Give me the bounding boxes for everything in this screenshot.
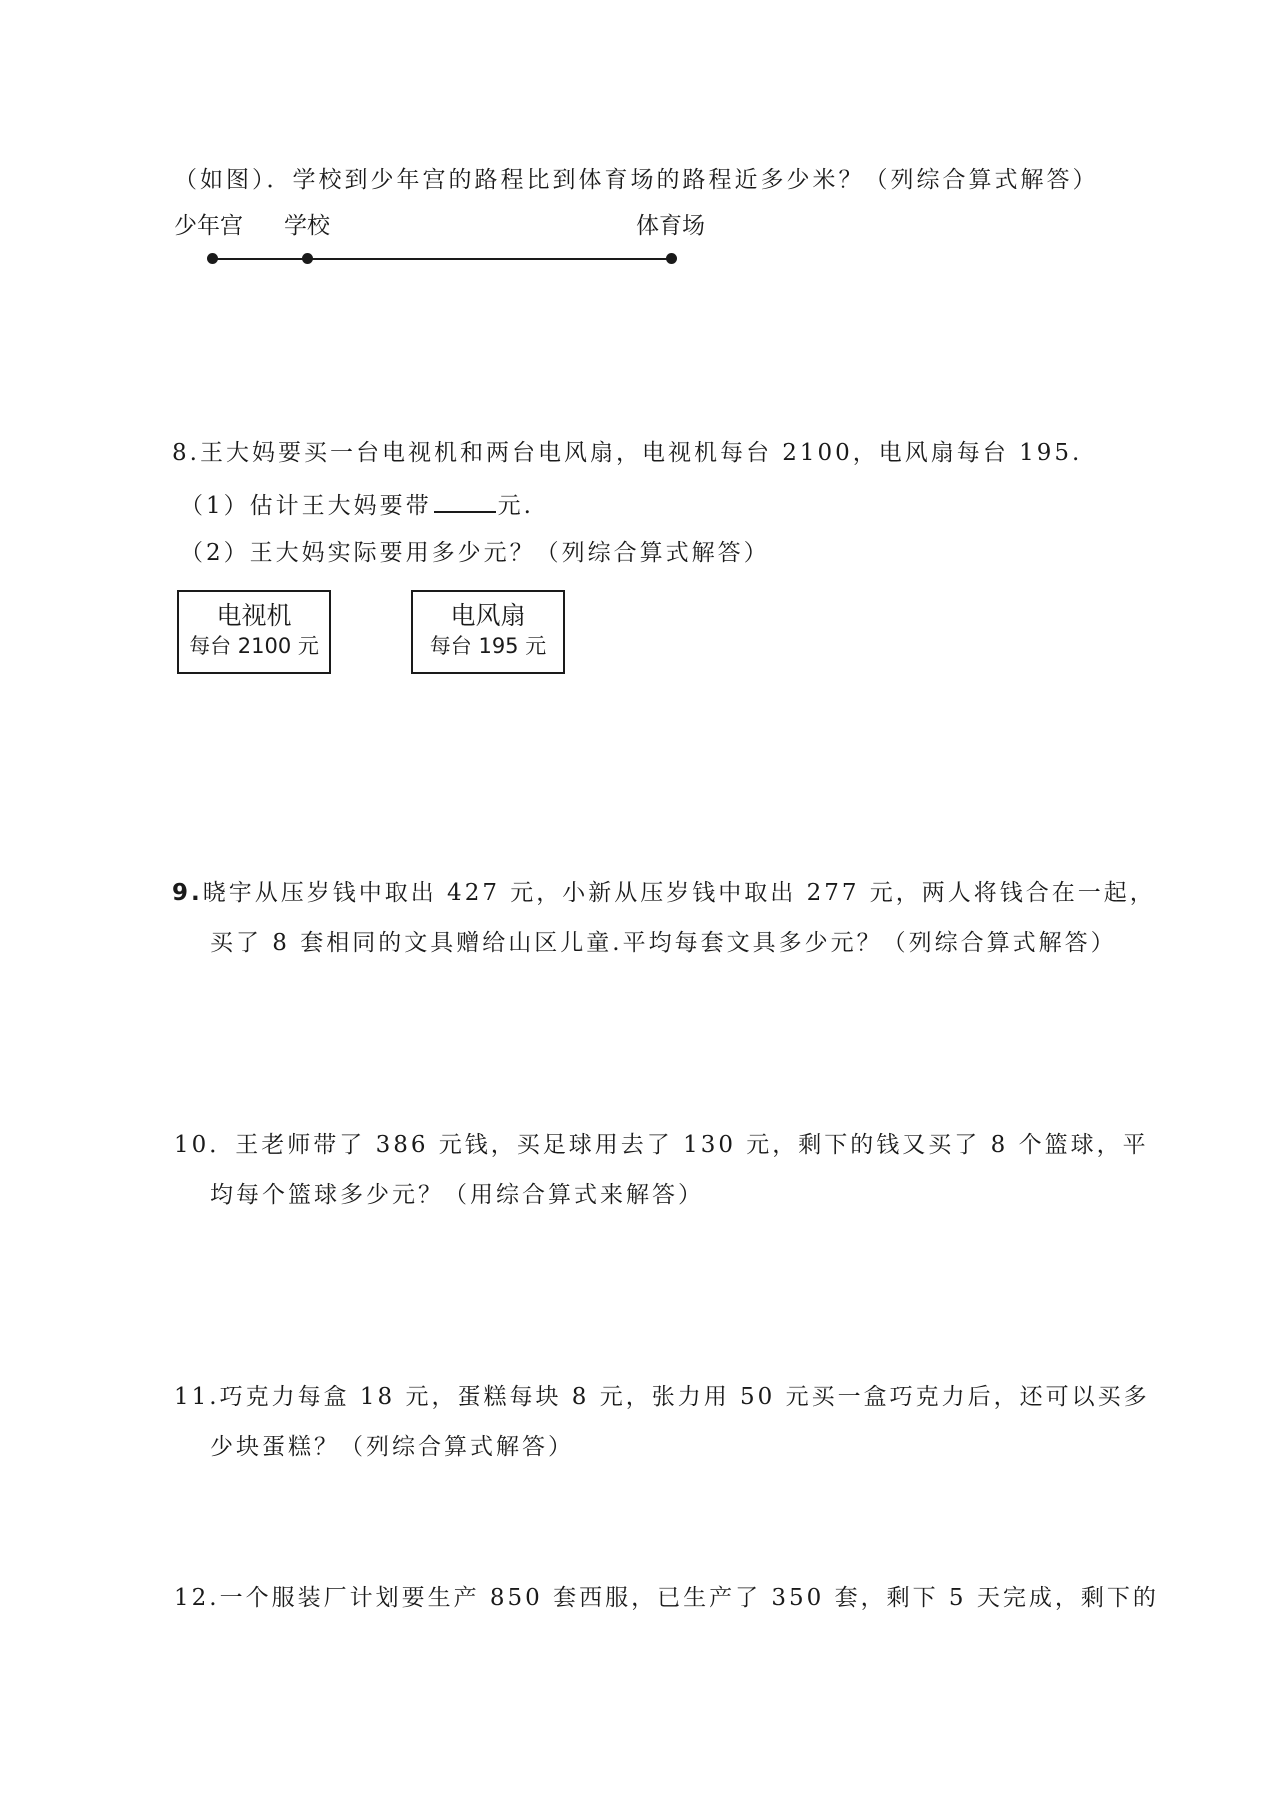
answer-blank[interactable]	[434, 489, 496, 513]
q12-text-line-1: 12.一个服装厂计划要生产 850 套西服，已生产了 350 套，剩下 5 天完成，剩下的	[174, 1585, 1159, 1611]
q9-text-line-1	[172, 878, 1156, 908]
tv-price: 每台 2100 元	[189, 634, 319, 658]
q8-sub1-before: （1）估计王大妈要带	[180, 493, 432, 519]
q8-sub-question-1	[180, 489, 534, 521]
q11-text-line-1: 11.巧克力每盒 18 元，蛋糕每块 8 元，张力用 50 元买一盒巧克力后，还可以买多	[174, 1384, 1150, 1410]
label-stadium: 体育场	[636, 213, 705, 239]
q8-text-line-1: 8.王大妈要买一台电视机和两台电风扇，电视机每台 2100，电风扇每台 195.	[172, 440, 1083, 466]
q8-sub1-after: 元.	[497, 493, 534, 519]
point-school	[302, 253, 313, 264]
label-school: 学校	[284, 213, 330, 239]
q8-sub-question-2: （2）王大妈实际要用多少元？（列综合算式解答）	[180, 540, 770, 566]
tv-name: 电视机	[216, 601, 292, 630]
tv-price-box	[177, 590, 331, 674]
fan-price-box	[411, 590, 565, 674]
fan-price: 每台 195 元	[429, 634, 547, 658]
q10-text-line-2: 均每个篮球多少元？（用综合算式来解答）	[210, 1182, 704, 1208]
q11-text-line-2: 少块蛋糕？（列综合算式解答）	[210, 1434, 574, 1460]
q9-text-line-2: 买了 8 套相同的文具赠给山区儿童.平均每套文具多少元？（列综合算式解答）	[210, 930, 1117, 956]
q9-number: 9.	[172, 880, 203, 906]
point-youth-palace	[207, 253, 218, 264]
route-line	[212, 258, 672, 260]
q9-line1-text: 晓宇从压岁钱中取出 427 元，小新从压岁钱中取出 277 元，两人将钱合在一起，	[202, 880, 1156, 906]
fan-name: 电风扇	[450, 601, 526, 630]
point-stadium	[666, 253, 677, 264]
label-youth-palace: 少年宫	[174, 213, 243, 239]
q7-text-line-1: （如图）．学校到少年宫的路程比到体育场的路程近多少米？（列综合算式解答）	[174, 167, 1099, 193]
q10-text-line-1: 10．王老师带了 386 元钱，买足球用去了 130 元，剩下的钱又买了 8 个篮球，平	[174, 1132, 1149, 1158]
